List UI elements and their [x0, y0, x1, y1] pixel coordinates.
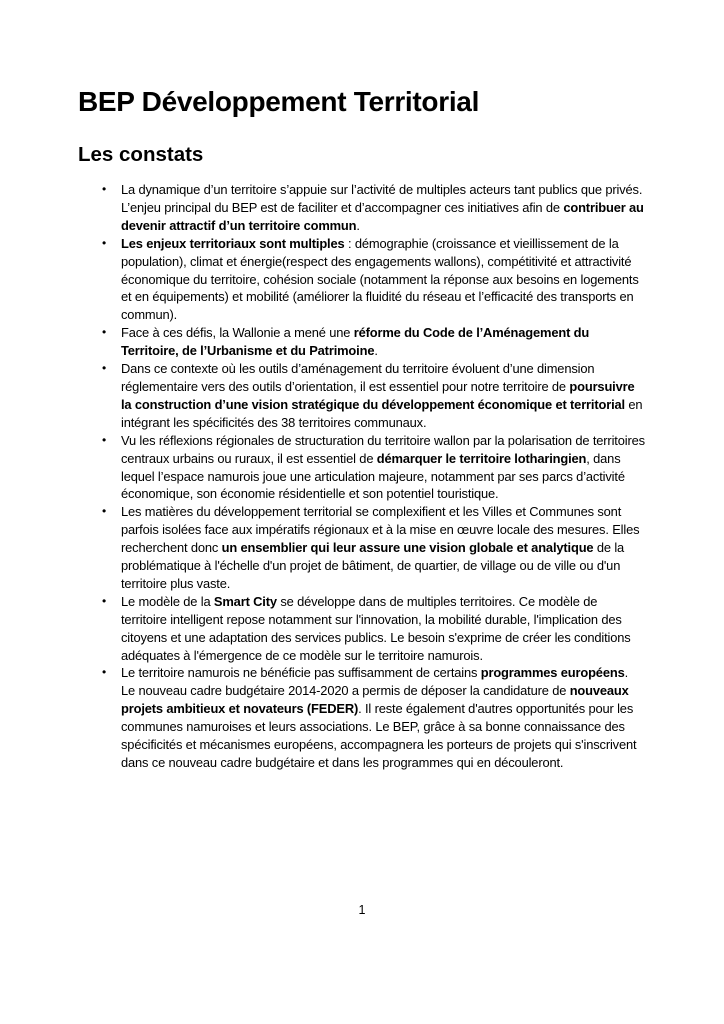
list-item	[121, 664, 645, 771]
bullet-list	[121, 181, 645, 772]
body-text: .	[374, 343, 378, 359]
body-text: . Le nouveau cadre budgétaire 2014-2020 a permis de déposer la candidature de	[121, 665, 629, 699]
list-item	[121, 360, 645, 432]
bold-text: programmes européens	[480, 665, 625, 681]
body-text: Les matières du développement territorial se complexifient et les Villes et Communes sont parfois isolées face aux impératifs régionaux et à la mise en œuvre locale des mesures. Elles recherchent donc	[121, 504, 640, 556]
bold-text: nouveaux projets ambitieux et novateurs (FEDER)	[121, 683, 629, 717]
list-item	[121, 324, 645, 360]
body-text: La dynamique d’un territoire s’appuie sur l’activité de multiples acteurs tant publics que privés. L’enjeu principal du BEP est de faciliter et d’accompagner ces initiatives afin de	[121, 182, 643, 215]
body-text: . Il reste également d'autres opportunités pour les communes namuroises et leurs associations. Le BEP, grâce à sa bonne connaissance des spécificités et mécanismes européens, accompagnera les porteurs de projets qui s'inscrivent dans ce nouveau cadre budgétaire et dans les programmes qui en découleront.	[121, 701, 637, 770]
bold-text: Smart City	[213, 593, 277, 609]
body-text: Dans ce contexte où les outils d’aménagement du territoire évoluent d’une dimension réglementaire vers des outils d’orientation, il est essentiel pour notre territoire de	[121, 361, 595, 394]
body-text: , dans lequel l’espace namurois joue une articulation majeure, notamment par ses parcs d’activité économique, son économie résidentielle et son potentiel touristique.	[121, 450, 625, 502]
list-item	[121, 503, 645, 593]
section-heading: Les constats	[78, 143, 204, 166]
body-text: Vu les réflexions régionales de structuration du territoire wallon par la polarisation de territoires centraux urbains ou ruraux, il est essentiel de	[121, 432, 645, 466]
bold-text: poursuivre la construction d’une vision stratégique du développement économique et territorial	[121, 378, 635, 412]
body-text: en intégrant les spécificités des 38 territoires communaux.	[121, 396, 643, 430]
body-text: Le modèle de la	[121, 593, 214, 609]
document-title: BEP Développement Territorial	[78, 86, 480, 117]
body-text: .	[356, 217, 360, 233]
list-item	[121, 593, 645, 665]
bold-text: un ensemblier qui leur assure une vision globale et analytique	[221, 540, 594, 556]
list-item	[121, 432, 645, 504]
list-item	[121, 235, 645, 325]
bold-text: contribuer au devenir attractif d’un territoire commun	[121, 199, 644, 233]
body-text: de la problématique à l'échelle d'un projet de bâtiment, de quartier, de village ou de ville ou d'un territoire plus vaste.	[121, 540, 625, 591]
bold-text: démarquer le territoire lotharingien	[376, 450, 587, 466]
body-text: Face à ces défis, la Wallonie a mené une	[121, 325, 354, 341]
body-text: se développe dans de multiples territoires. Ce modèle de territoire intelligent repose notamment sur l'innovation, la mobilité durable, l'implication des citoyens et une adaptation des services publics. Le besoin s'exprime de créer les conditions adéquates à l'émergence de ce modèle sur le territoire namurois.	[121, 593, 631, 663]
bold-text: Les enjeux territoriaux sont multiples	[121, 235, 345, 251]
body-text: Le territoire namurois ne bénéficie pas suffisamment de certains	[121, 665, 481, 681]
page-number: 1	[358, 903, 366, 917]
body-text: : démographie (croissance et vieillissement de la population), climat et énergie(respect des engagements wallons), compétitivité et attractivité économique du territoire, cohésion sociale (notamment la réponse aux besoins en logements et en équipements) et mobilité (améliorer la fluidité du réseau et l’efficacité des transports en commun).	[121, 235, 639, 323]
bold-text: réforme du Code de l’Aménagement du Territoire, de l’Urbanisme et du Patrimoine	[121, 325, 590, 359]
list-item	[121, 181, 645, 235]
